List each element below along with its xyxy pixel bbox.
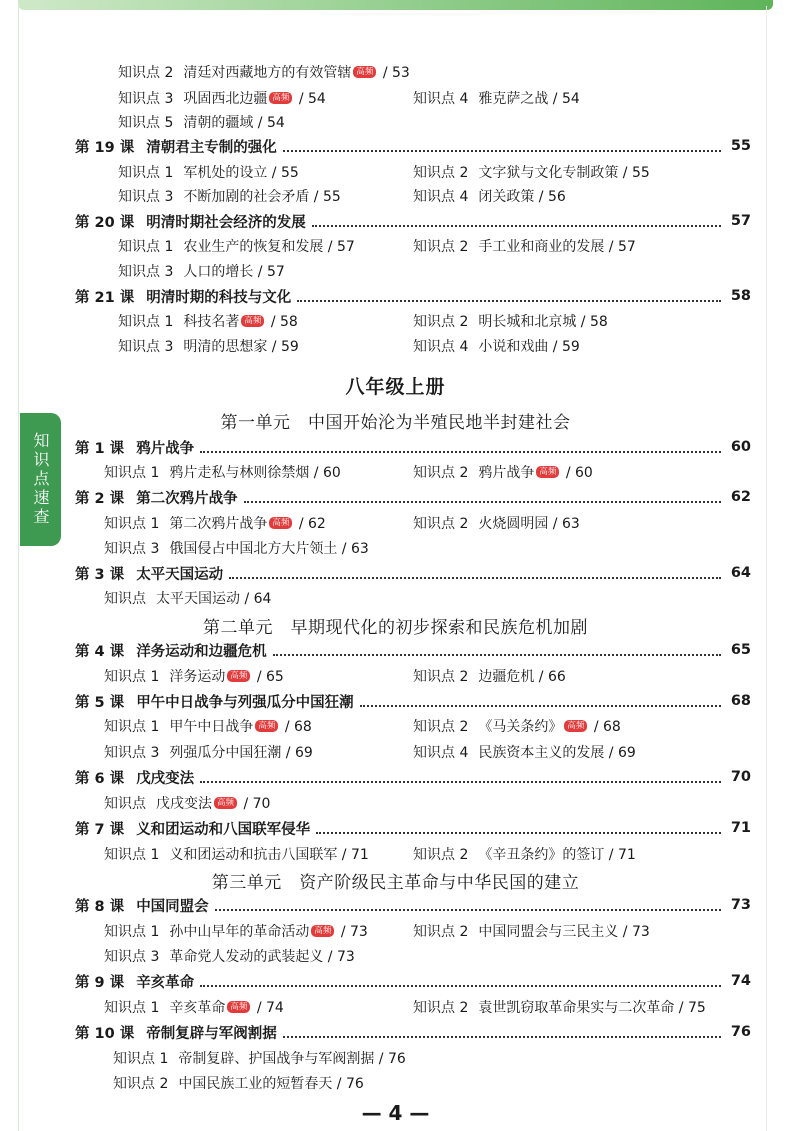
kp-page: / 68 — [280, 719, 312, 735]
kp-item[interactable] — [413, 513, 580, 533]
kp-text: 清朝的疆域 — [183, 115, 254, 131]
dot-leader — [360, 704, 721, 707]
lesson-title: 清朝君主专制的强化 — [146, 139, 277, 156]
kp-label: 知识点 2 — [413, 165, 469, 181]
kp-item[interactable] — [413, 666, 566, 686]
lesson-title: 洋务运动和边疆危机 — [136, 643, 267, 660]
lesson-row[interactable] — [75, 640, 751, 660]
kp-text: 手工业和商业的发展 — [478, 239, 605, 255]
lesson-page: 60 — [730, 439, 751, 455]
kp-label: 知识点 4 — [413, 189, 469, 205]
lesson-page: 71 — [730, 820, 751, 836]
kp-page: / 59 — [267, 339, 299, 355]
kp-label: 知识点 2 — [413, 516, 469, 532]
kp-item[interactable] — [413, 716, 621, 736]
kp-page: / 57 — [253, 264, 285, 280]
lesson-page: 55 — [730, 138, 751, 154]
kp-item[interactable] — [104, 921, 368, 941]
lesson-row[interactable] — [75, 1022, 751, 1042]
kp-text: 帝制复辟、护国战争与军阀割据 — [178, 1051, 375, 1067]
kp-text: 《马关条约》 — [478, 719, 563, 735]
kp-label: 知识点 2 — [113, 1076, 169, 1092]
high-frequency-badge: 高频 — [564, 720, 587, 732]
kp-label: 知识点 1 — [104, 847, 160, 863]
lesson-page: 68 — [730, 693, 751, 709]
kp-page: / 71 — [337, 847, 369, 863]
kp-page: / 58 — [576, 314, 608, 330]
kp-text: 边疆危机 — [478, 669, 535, 685]
kp-label: 知识点 2 — [118, 65, 174, 81]
kp-item[interactable] — [118, 236, 355, 256]
kp-page: / 73 — [336, 924, 368, 940]
page-number: — 4 — — [361, 1101, 430, 1125]
kp-label: 知识点 2 — [413, 847, 469, 863]
kp-text: 鸦片走私与林则徐禁烟 — [169, 465, 310, 481]
kp-page: / 70 — [239, 796, 271, 812]
kp-item[interactable] — [413, 88, 580, 108]
kp-label: 知识点 4 — [413, 91, 469, 107]
lesson-row[interactable] — [75, 211, 751, 231]
kp-item[interactable] — [104, 844, 369, 864]
lesson-title: 鸦片战争 — [136, 440, 195, 457]
kp-label: 知识点 4 — [413, 745, 469, 761]
dot-leader — [283, 149, 721, 152]
high-frequency-badge: 高频 — [311, 925, 334, 937]
lesson-number: 第 5 课 — [75, 694, 125, 711]
grade-title: 八年级上册 — [345, 376, 446, 398]
kp-item[interactable] — [413, 844, 636, 864]
kp-text: 巩固西北边疆 — [183, 91, 268, 107]
kp-text: 清廷对西藏地方的有效管辖 — [183, 65, 352, 81]
unit-title: 第三单元 资产阶级民主革命与中华民国的建立 — [211, 873, 580, 893]
kp-page: / 74 — [252, 1000, 284, 1016]
dot-leader — [316, 831, 721, 834]
kp-page: / 63 — [548, 516, 580, 532]
kp-item[interactable] — [413, 462, 593, 482]
lesson-row[interactable] — [75, 563, 751, 583]
lesson-row[interactable] — [75, 487, 751, 507]
kp-label: 知识点 1 — [113, 1051, 169, 1067]
lesson-number: 第 6 课 — [75, 770, 125, 787]
lesson-number: 第 4 课 — [75, 643, 125, 660]
kp-page: / 69 — [604, 745, 636, 761]
dot-leader — [273, 653, 721, 656]
lesson-page: 58 — [730, 288, 751, 304]
lesson-title: 甲午中日战争与列强瓜分中国狂潮 — [136, 694, 354, 711]
lesson-row[interactable] — [75, 136, 751, 156]
lesson-number: 第 7 课 — [75, 821, 125, 838]
kp-label: 知识点 3 — [118, 91, 174, 107]
lesson-number: 第 8 课 — [75, 898, 125, 915]
kp-label: 知识点 2 — [413, 924, 469, 940]
kp-page: / 62 — [294, 516, 326, 532]
kp-text: 人口的增长 — [183, 264, 254, 280]
high-frequency-badge: 高频 — [227, 670, 250, 682]
lesson-number: 第 1 课 — [75, 440, 125, 457]
kp-text: 太平天国运动 — [156, 591, 240, 607]
kp-item[interactable] — [104, 997, 284, 1017]
kp-page: / 59 — [548, 339, 580, 355]
lesson-number: 第 20 课 — [75, 214, 135, 231]
kp-label: 知识点 1 — [118, 314, 174, 330]
lesson-row[interactable] — [75, 767, 751, 787]
kp-label: 知识点 — [104, 591, 146, 607]
lesson-title: 戊戌变法 — [136, 770, 195, 787]
high-frequency-badge: 高频 — [214, 797, 237, 809]
kp-item[interactable] — [118, 261, 285, 281]
kp-page: / 55 — [618, 165, 650, 181]
dot-leader — [215, 908, 721, 911]
kp-item[interactable] — [118, 162, 299, 182]
kp-item[interactable] — [118, 186, 341, 206]
lesson-page: 73 — [730, 897, 751, 913]
kp-page: / 63 — [337, 541, 369, 557]
dot-leader — [200, 984, 721, 987]
kp-text: 农业生产的恢复和发展 — [183, 239, 324, 255]
kp-label: 知识点 2 — [413, 669, 469, 685]
lesson-title: 明清时期的科技与文化 — [146, 289, 292, 306]
kp-text: 民族资本主义的发展 — [478, 745, 605, 761]
lesson-row[interactable] — [75, 971, 751, 991]
kp-item[interactable] — [413, 311, 608, 331]
kp-page: / 54 — [253, 115, 285, 131]
kp-item[interactable] — [118, 112, 285, 132]
kp-item[interactable] — [104, 793, 270, 813]
kp-label: 知识点 3 — [118, 264, 174, 280]
kp-page: / 53 — [378, 65, 410, 81]
dot-leader — [244, 500, 721, 503]
kp-page: / 73 — [618, 924, 650, 940]
kp-page: / 69 — [281, 745, 313, 761]
dot-leader — [200, 450, 721, 453]
high-frequency-badge: 高频 — [227, 1001, 250, 1013]
lesson-number: 第 19 课 — [75, 139, 135, 156]
lesson-page: 64 — [730, 565, 751, 581]
kp-page: / 64 — [240, 591, 272, 607]
kp-label: 知识点 2 — [413, 314, 469, 330]
lesson-title: 明清时期社会经济的发展 — [146, 214, 306, 231]
unit-title: 第二单元 早期现代化的初步探索和民族危机加剧 — [203, 618, 588, 638]
lesson-number: 第 2 课 — [75, 490, 125, 507]
kp-text: 第二次鸦片战争 — [169, 516, 268, 532]
kp-label: 知识点 4 — [413, 339, 469, 355]
kp-label: 知识点 — [104, 796, 146, 812]
lesson-row[interactable] — [75, 691, 751, 711]
high-frequency-badge: 高频 — [255, 720, 278, 732]
kp-text: 孙中山早年的革命活动 — [169, 924, 310, 940]
lesson-page: 76 — [730, 1024, 751, 1040]
lesson-page: 62 — [730, 489, 751, 505]
kp-label: 知识点 1 — [104, 465, 160, 481]
lesson-title: 太平天国运动 — [136, 566, 224, 583]
kp-label: 知识点 1 — [104, 669, 160, 685]
kp-item[interactable] — [113, 1048, 406, 1068]
kp-text: 文字狱与文化专制政策 — [478, 165, 619, 181]
kp-label: 知识点 2 — [413, 719, 469, 735]
kp-text: 鸦片战争 — [478, 465, 535, 481]
side-tab-label: 知识点速查 — [31, 432, 50, 527]
kp-item[interactable] — [104, 588, 271, 608]
kp-text: 中国民族工业的短暂春天 — [178, 1076, 333, 1092]
kp-item[interactable] — [113, 1073, 364, 1093]
kp-page: / 55 — [267, 165, 299, 181]
kp-label: 知识点 1 — [104, 1000, 160, 1016]
kp-page: / 71 — [604, 847, 636, 863]
lesson-row[interactable] — [75, 286, 751, 306]
kp-label: 知识点 1 — [118, 165, 174, 181]
kp-page: / 54 — [548, 91, 580, 107]
kp-page: / 75 — [674, 1000, 706, 1016]
kp-text: 明清的思想家 — [183, 339, 268, 355]
dot-leader — [312, 224, 721, 227]
kp-text: 戊戌变法 — [156, 796, 212, 812]
lesson-title: 第二次鸦片战争 — [136, 490, 238, 507]
kp-item[interactable] — [104, 666, 284, 686]
lesson-number: 第 10 课 — [75, 1025, 135, 1042]
kp-item[interactable] — [413, 236, 636, 256]
lesson-row[interactable] — [75, 818, 751, 838]
kp-text: 辛亥革命 — [169, 1000, 226, 1016]
kp-text: 甲午中日战争 — [169, 719, 254, 735]
kp-item[interactable] — [104, 716, 312, 736]
kp-text: 《辛丑条约》的签订 — [478, 847, 605, 863]
kp-label: 知识点 1 — [104, 516, 160, 532]
kp-label: 知识点 3 — [104, 541, 160, 557]
kp-text: 革命党人发动的武装起义 — [169, 949, 324, 965]
kp-text: 明长城和北京城 — [478, 314, 577, 330]
kp-item[interactable] — [118, 88, 326, 108]
kp-label: 知识点 3 — [118, 339, 174, 355]
lesson-title: 帝制复辟与军阀割据 — [146, 1025, 277, 1042]
kp-item[interactable] — [413, 997, 706, 1017]
lesson-page: 70 — [730, 769, 751, 785]
kp-item[interactable] — [104, 742, 313, 762]
lesson-number: 第 21 课 — [75, 289, 135, 306]
kp-text: 不断加剧的社会矛盾 — [183, 189, 310, 205]
kp-page: / 76 — [374, 1051, 406, 1067]
lesson-number: 第 9 课 — [75, 974, 125, 991]
high-frequency-badge: 高频 — [536, 466, 559, 478]
kp-text: 火烧圆明园 — [478, 516, 549, 532]
kp-page: / 76 — [332, 1076, 364, 1092]
kp-label: 知识点 2 — [413, 1000, 469, 1016]
high-frequency-badge: 高频 — [241, 315, 264, 327]
kp-page: / 60 — [561, 465, 593, 481]
kp-label: 知识点 2 — [413, 465, 469, 481]
kp-item[interactable] — [413, 162, 650, 182]
kp-page: / 68 — [589, 719, 621, 735]
kp-page: / 58 — [266, 314, 298, 330]
kp-text: 列强瓜分中国狂潮 — [169, 745, 282, 761]
kp-text: 小说和戏曲 — [478, 339, 549, 355]
kp-text: 义和团运动和抗击八国联军 — [169, 847, 338, 863]
kp-label: 知识点 1 — [104, 924, 160, 940]
kp-item[interactable] — [104, 513, 326, 533]
kp-page: / 57 — [323, 239, 355, 255]
kp-item[interactable] — [413, 186, 566, 206]
kp-text: 军机处的设立 — [183, 165, 268, 181]
kp-label: 知识点 5 — [118, 115, 174, 131]
kp-label: 知识点 1 — [118, 239, 174, 255]
kp-text: 袁世凯窃取革命果实与二次革命 — [478, 1000, 675, 1016]
kp-page: / 73 — [323, 949, 355, 965]
kp-page: / 66 — [534, 669, 566, 685]
dot-leader — [200, 780, 721, 783]
lesson-title: 义和团运动和八国联军侵华 — [136, 821, 311, 838]
high-frequency-badge: 高频 — [269, 517, 292, 529]
kp-item[interactable] — [413, 742, 636, 762]
kp-label: 知识点 3 — [104, 745, 160, 761]
unit-title: 第一单元 中国开始沦为半殖民地半封建社会 — [220, 413, 571, 433]
kp-item[interactable] — [118, 336, 299, 356]
lesson-number: 第 3 课 — [75, 566, 125, 583]
lesson-title: 中国同盟会 — [136, 898, 209, 915]
kp-text: 闭关政策 — [478, 189, 535, 205]
kp-item[interactable] — [104, 946, 355, 966]
kp-label: 知识点 3 — [118, 189, 174, 205]
dot-leader — [283, 1035, 721, 1038]
kp-label: 知识点 1 — [104, 719, 160, 735]
kp-page: / 55 — [309, 189, 341, 205]
kp-page: / 60 — [309, 465, 341, 481]
kp-page: / 65 — [252, 669, 284, 685]
dot-leader — [229, 576, 721, 579]
lesson-row[interactable] — [75, 437, 751, 457]
kp-item[interactable] — [118, 311, 298, 331]
kp-label: 知识点 2 — [413, 239, 469, 255]
kp-item[interactable] — [104, 462, 341, 482]
kp-text: 中国同盟会与三民主义 — [478, 924, 619, 940]
lesson-page: 65 — [730, 642, 751, 658]
lesson-row[interactable] — [75, 895, 751, 915]
kp-item[interactable] — [104, 538, 369, 558]
dot-leader — [297, 299, 721, 302]
high-frequency-badge: 高频 — [353, 66, 376, 78]
kp-text: 雅克萨之战 — [478, 91, 549, 107]
kp-text: 洋务运动 — [169, 669, 226, 685]
lesson-title: 辛亥革命 — [136, 974, 195, 991]
kp-page: / 54 — [294, 91, 326, 107]
kp-page: / 57 — [604, 239, 636, 255]
kp-page: / 56 — [534, 189, 566, 205]
kp-item[interactable] — [413, 921, 650, 941]
kp-text: 科技名著 — [183, 314, 240, 330]
kp-text: 俄国侵占中国北方大片领土 — [169, 541, 338, 557]
high-frequency-badge: 高频 — [269, 92, 292, 104]
kp-label: 知识点 3 — [104, 949, 160, 965]
kp-item[interactable] — [118, 62, 410, 82]
lesson-page: 57 — [730, 213, 751, 229]
lesson-page: 74 — [730, 973, 751, 989]
kp-item[interactable] — [413, 336, 580, 356]
